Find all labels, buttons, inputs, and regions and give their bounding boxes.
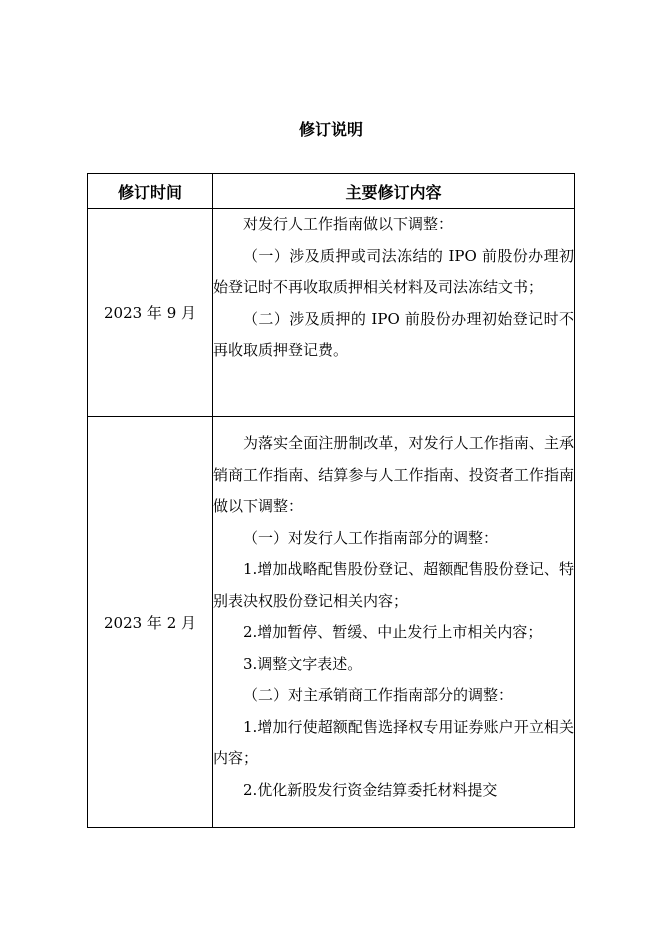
header-revision-content: 主要修订内容: [213, 174, 575, 209]
content-paragraph: （一）对发行人工作指南部分的调整：: [243, 528, 499, 547]
page-title: 修订说明: [298, 120, 363, 139]
content-paragraph: （二）涉及质押的 IPO 前股份办理初始登记时不再收取质押登记费。: [213, 309, 574, 359]
revision-date: 2023 年 2 月: [88, 417, 213, 828]
revision-content: [213, 417, 575, 828]
revision-table: [87, 173, 575, 828]
revision-content: [213, 209, 575, 417]
content-paragraph: （一）涉及质押或司法冻结的 IPO 前股份办理初始登记时不再收取质押相关材料及司法冻结文书；: [213, 246, 574, 296]
revision-date: 2023 年 9 月: [88, 209, 213, 417]
content-paragraph: 2.增加暂停、暂缓、中止发行上市相关内容；: [243, 623, 543, 641]
header-revision-date: 修订时间: [88, 174, 213, 209]
content-paragraph: 为落实全面注册制改革，对发行人工作指南、主承销商工作指南、结算参与人工作指南、投资者工作指南做以下调整：: [213, 434, 574, 515]
table-header-row: [88, 174, 575, 209]
content-paragraph: 2.优化新股发行资金结算委托材料提交: [243, 780, 498, 799]
table-row: [88, 209, 575, 417]
content-paragraph: 对发行人工作指南做以下调整：: [243, 215, 454, 233]
content-paragraph: 1.增加战略配售股份登记、超额配售股份登记、特别表决权股份登记相关内容；: [213, 560, 574, 610]
content-paragraph: 3.调整文字表述。: [243, 654, 363, 673]
content-paragraph: 1.增加行使超额配售选择权专用证券账户开立相关内容；: [213, 717, 574, 767]
content-paragraph: （二）对主承销商工作指南部分的调整：: [243, 686, 514, 704]
table-row: [88, 417, 575, 828]
